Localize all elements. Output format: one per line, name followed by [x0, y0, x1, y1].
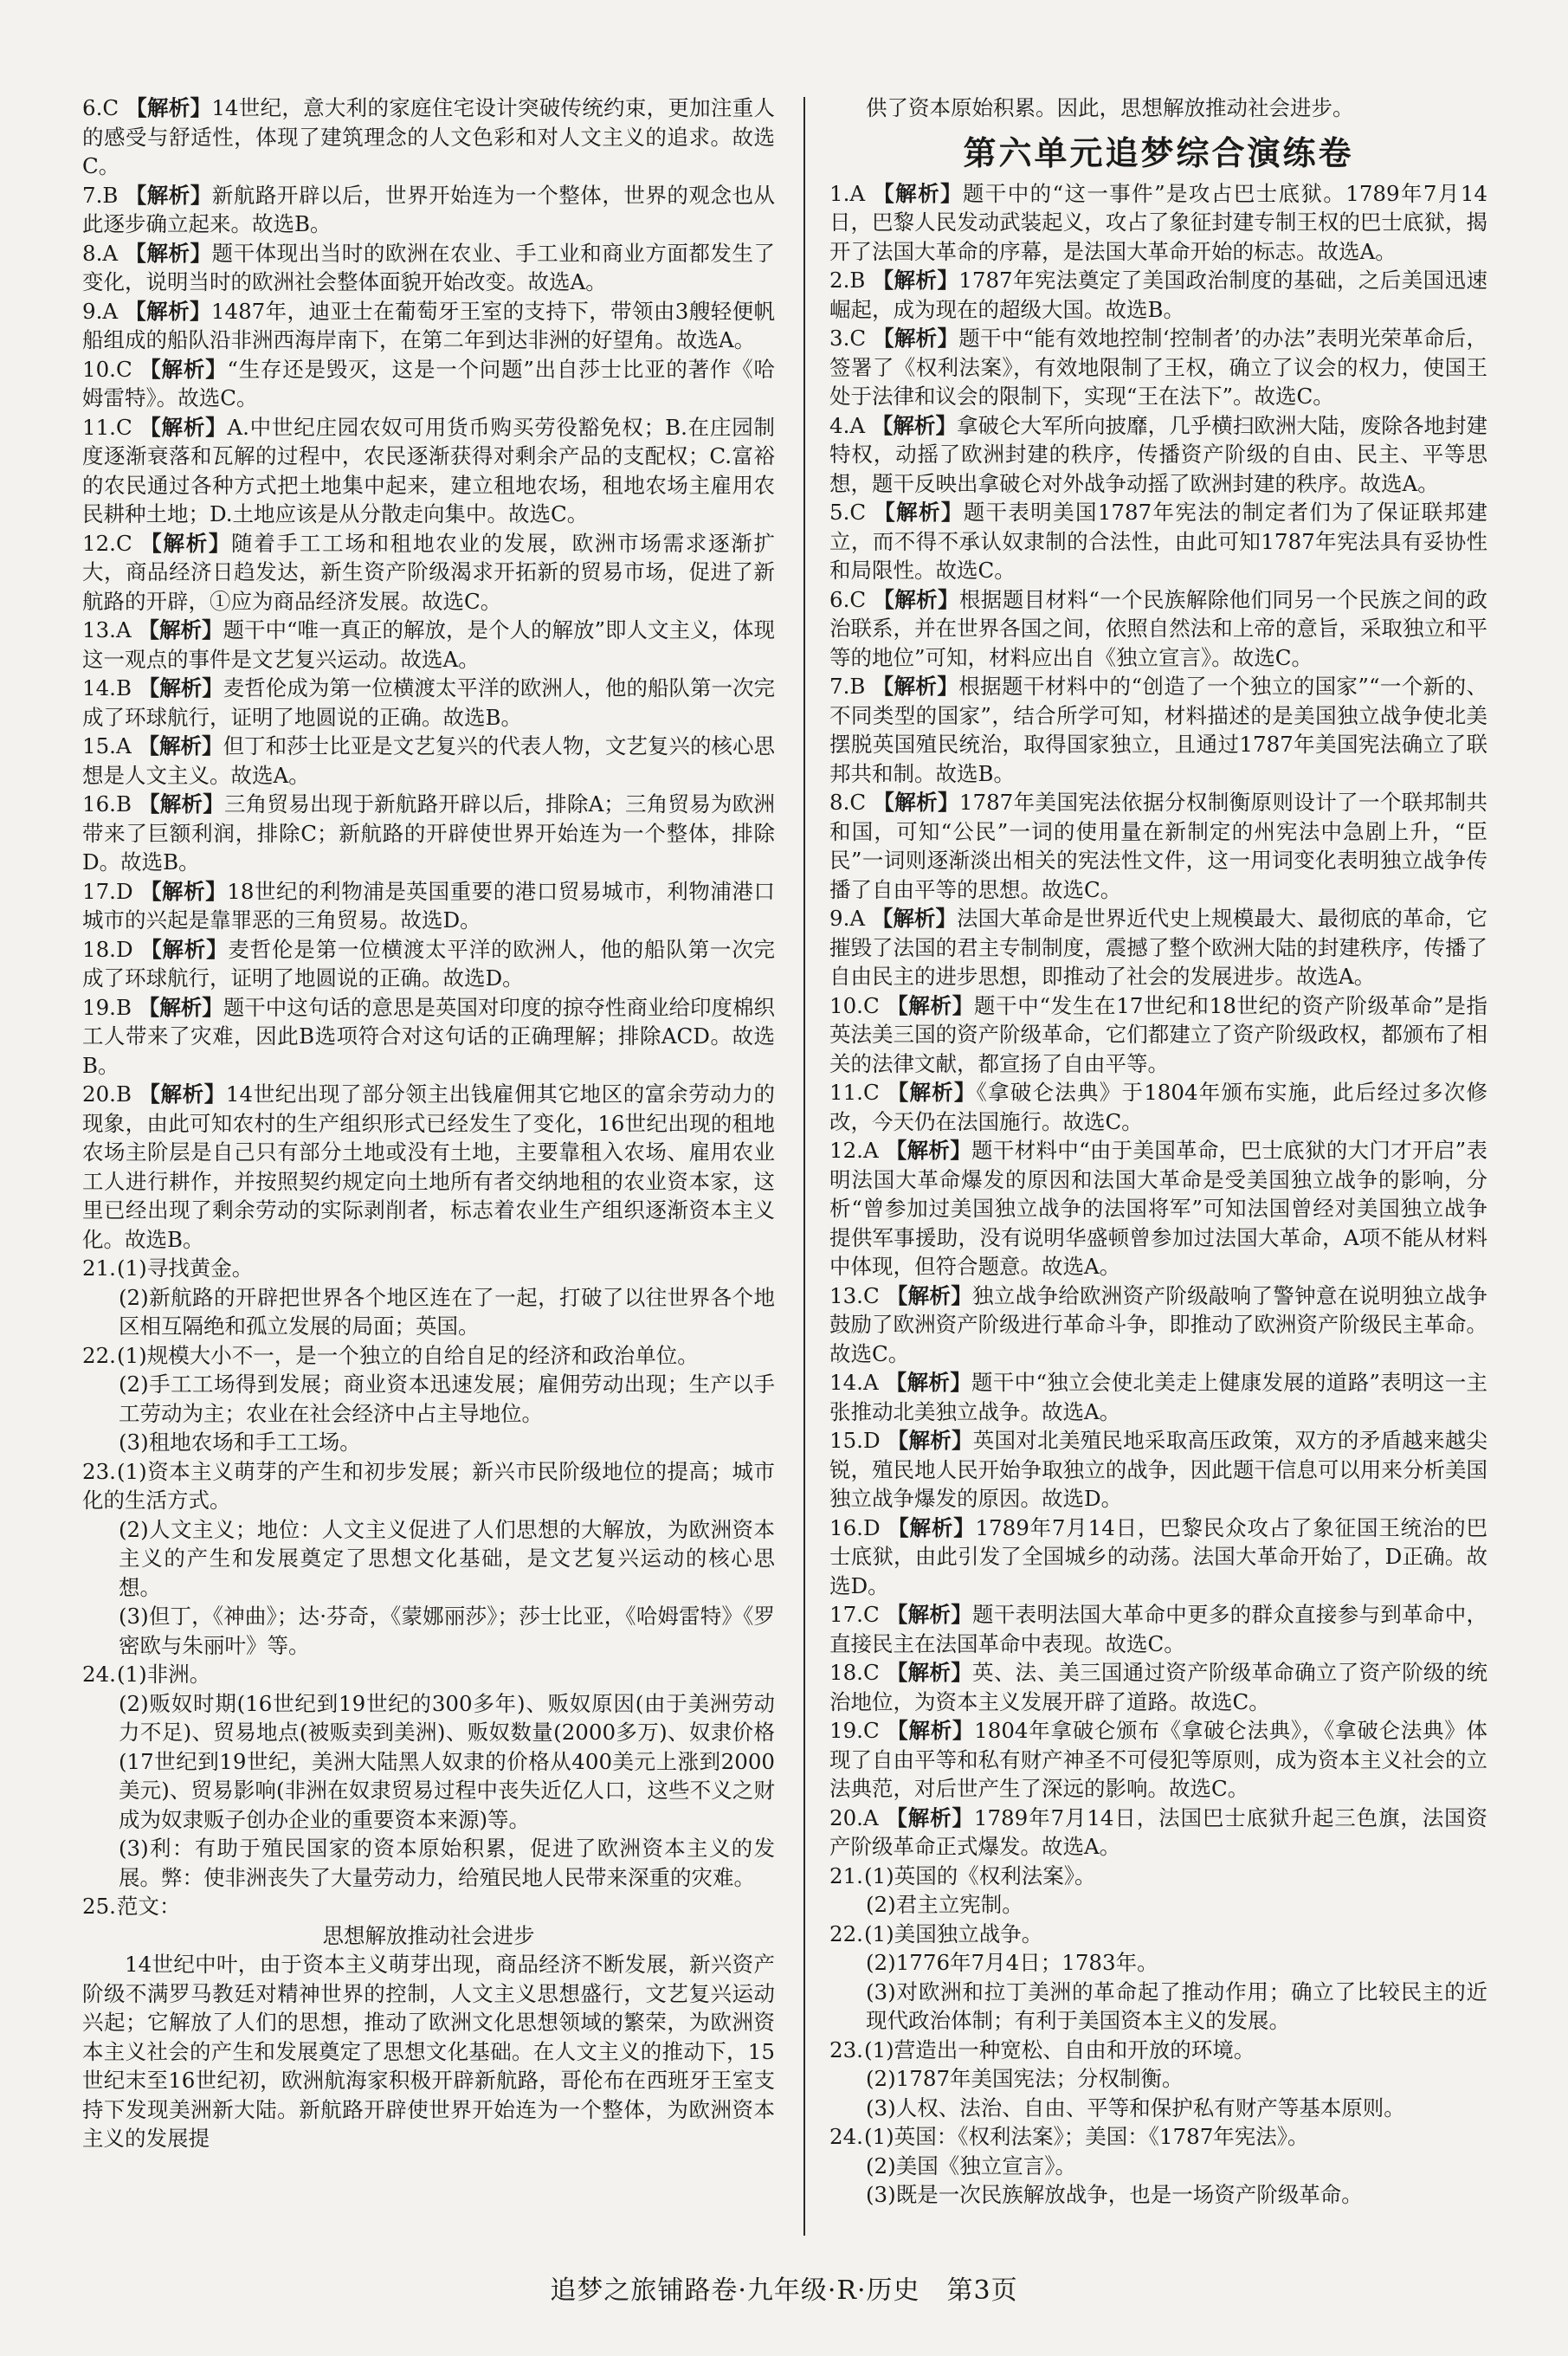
answer-item: 11.C 【解析】A.中世纪庄园农奴可用货币购买劳役豁免权；B.在庄园制度逐渐衰落和瓦解的过程中，农民逐渐获得对剩余产品的支配权；C.富裕的农民通过各种方式把土地集中起来，建立租地农场，租地农场主雇用农民耕种土地；D.土地应该是从分散走向集中。故选C。: [82, 414, 776, 526]
answer-r24: 24.(1)英国：《权利法案》；美国：《1787年宪法》。: [829, 2124, 1309, 2149]
essay-body: 14世纪中叶，由于资本主义萌芽出现，商品经济不断发展，新兴资产阶级不满罗马教廷对精神世界的控制，人文主义思想盛行，文艺复兴运动兴起；它解放了人们的思想，推动了欧洲文化思想领域的繁荣，为欧洲资本主义社会的产生和发展奠定了思想文化基础。在人文主义的推动下，15世纪末至16世纪初，欧洲航海家积极开辟新航路，哥伦布在西班牙王室支持下发现美洲新大陆。新航路开辟使世界开始连为一个整体，为欧洲资本主义的发展提: [82, 1952, 775, 2151]
analysis-marker: 【解析】: [886, 1602, 973, 1627]
answer-item: 1.A 【解析】题干中的“这一事件”是攻占巴士底狱。1789年7月14日，巴黎人民发动武装起义，攻占了象征封建专制王权的巴士底狱，揭开了法国大革命的序幕，是法国大革命开始的标志。故选A。: [829, 180, 1487, 264]
analysis-marker: 【解析】: [125, 182, 212, 208]
answer-22-part: (2)手工工场得到发展；商业资本迅速发展；雇佣劳动出现；生产以手工劳动为主；农业在社会经济中占主导地位。: [119, 1372, 775, 1426]
answer-24: 24.(1)非洲。: [82, 1662, 211, 1687]
answer-item: 19.C 【解析】1804年拿破仑颁布《拿破仑法典》，《拿破仑法典》体现了自由平等和私有财产神圣不可侵犯等原则，成为资本主义社会的立法典范，对后世产生了深远的影响。故选C。: [829, 1718, 1488, 1801]
analysis-marker: 【解析】: [873, 586, 959, 612]
answer-25-header: 25.范文：: [82, 1894, 181, 1919]
answer-item: 8.C 【解析】1787年美国宪法依据分权制衡原则设计了一个联邦制共和国，可知“公民”一词的使用量在新制定的州宪法中急剧上升，“臣民”一词则逐渐淡出相关的宪法性文件，这一用词变化表明独立战争传播了自由平等的思想。故选C。: [829, 790, 1487, 902]
answer-r21: 21.(1)英国的《权利法案》。: [829, 1862, 1096, 1888]
analysis-marker: 【解析】: [138, 994, 223, 1020]
analysis-marker: 【解析】: [887, 1428, 973, 1453]
answer-item: 6.C 【解析】14世纪，意大利的家庭住宅设计突破传统约束，更加注重人的感受与舒适性，体现了建筑理念的人文色彩和对人文主义的追求。故选C。: [82, 95, 775, 178]
answer-item: 13.C 【解析】独立战争给欧洲资产阶级敲响了警钟意在说明独立战争鼓励了欧洲资产阶级进行革命斗争，即推动了欧洲资产阶级民主革命。故选C。: [829, 1282, 1488, 1366]
answer-item: 5.C 【解析】题干表明美国1787年宪法的制定者们为了保证联邦建立，而不得不承认奴隶制的合法性，由此可知1787年宪法具有妥协性和局限性。故选C。: [829, 500, 1487, 583]
answer-r22-part: (3)对欧洲和拉丁美洲的革命起了推动作用；确立了比较民主的近现代政治体制；有利于美国资本主义的发展。: [866, 1978, 1487, 2033]
analysis-marker: 【解析】: [126, 95, 212, 120]
answer-item: 16.B 【解析】三角贸易出现于新航路开辟以后，排除A；三角贸易为欧洲带来了巨额利润，排除C；新航路的开辟使世界开始连为一个整体，排除D。故选B。: [82, 791, 775, 875]
answer-r22-part: (2)1776年7月4日；1783年。: [866, 1950, 1158, 1975]
analysis-marker: 【解析】: [871, 412, 957, 438]
analysis-marker: 【解析】: [138, 617, 223, 642]
answer-21-part: (2)新航路的开辟把世界各个地区连在了一起，打破了以往世界各个地区相互隔绝和孤立发展的局面；英国。: [119, 1284, 775, 1339]
analysis-marker: 【解析】: [886, 1282, 973, 1308]
answer-item: 4.A 【解析】拿破仑大军所向披靡，几乎横扫欧洲大陆，废除各地封建特权，动摇了欧洲封建的秩序，传播资产阶级的自由、民主、平等思想，题干反映出拿破仑对外战争动摇了欧洲封建的秩序。故选A。: [829, 412, 1488, 496]
answer-24-part: (3)利：有助于殖民国家的资本原始积累，促进了欧洲资本主义的发展。弊：使非洲丧失了大量劳动力，给殖民地人民带来深重的灾难。: [119, 1836, 775, 1890]
answer-item: 3.C 【解析】题干中“能有效地控制‘控制者’的办法”表明光荣革命后，签署了《权利法案》，有效地限制了王权，确立了议会的权力，使国王处于法律和议会的限制下，实现“王在法下”。故选C。: [829, 326, 1487, 409]
analysis-marker: 【解析】: [140, 936, 229, 962]
answer-23-part: (3)但丁，《神曲》；达·芬奇，《蒙娜丽莎》；莎士比亚，《哈姆雷特》《罗密欧与朱丽叶》等。: [119, 1604, 775, 1658]
analysis-marker: 【解析】: [887, 992, 974, 1018]
analysis-marker: 【解析】: [125, 298, 211, 324]
right-column: [829, 94, 1487, 2210]
answer-r23-part: (2)1787年美国宪法；分权制衡。: [866, 2066, 1184, 2091]
analysis-marker: 【解析】: [139, 356, 228, 382]
left-column: [82, 94, 775, 2153]
answer-item: 7.B 【解析】新航路开辟以后，世界开始连为一个整体，世界的观念也从此逐步确立起来。故选B。: [82, 182, 776, 236]
analysis-marker: 【解析】: [873, 326, 959, 351]
answer-item: 9.A 【解析】1487年，迪亚士在葡萄牙王室的支持下，带领由3艘轻便帆船组成的船队沿非洲西海岸南下，在第二年到达非洲的好望角。故选A。: [82, 298, 776, 352]
answer-22: 22.(1)规模大小不一，是一个独立的自给自足的经济和政治单位。: [82, 1342, 699, 1368]
answer-item: 11.C 【解析】《拿破仑法典》于1804年颁布实施，此后经过多次修改，今天仍在法国施行。故选C。: [829, 1080, 1487, 1134]
right-mc-answers: [829, 179, 1487, 1862]
analysis-marker: 【解析】: [873, 180, 963, 206]
analysis-marker: 【解析】: [138, 733, 223, 758]
answer-item: 8.A 【解析】题干体现出当时的欧洲在农业、手工业和商业方面都发生了变化，说明当时的欧洲社会整体面貌开始改变。故选A。: [82, 240, 776, 294]
analysis-marker: 【解析】: [886, 1804, 974, 1830]
answer-item: 16.D 【解析】1789年7月14日，巴黎民众攻占了象征国王统治的巴士底狱，由此引发了全国城乡的动荡。法国大革命开始了，D正确。故选D。: [829, 1514, 1487, 1598]
answer-item: 10.C 【解析】“生存还是毁灭，这是一个问题”出自莎士比亚的著作《哈姆雷特》。故选C。: [82, 356, 775, 410]
answer-item: 12.C 【解析】随着手工工场和租地农业的发展，欧洲市场需求逐渐扩大，商品经济日趋发达，新生资产阶级渴求开拓新的贸易市场，促进了新航路的开辟，①应为商品经济发展。故选C。: [82, 530, 776, 614]
answer-item: 20.B 【解析】14世纪出现了部分领主出钱雇佣其它地区的富余劳动力的现象，由此可知农村的生产组织形式已经发生了变化，16世纪出现的租地农场主阶层是自己只有部分土地或没有土地，主要靠租入农场、雇用农业工人进行耕作，并按照契约规定向土地所有者交纳地租的农业资本家，这里已经出现了剩余劳动的实际剥削者，标志着农业生产组织逐渐资本主义化。故选B。: [82, 1081, 775, 1252]
answer-item: 12.A 【解析】题干材料中“由于美国革命，巴士底狱的大门才开启”表明法国大革命爆发的原因和法国大革命是受美国独立战争的影响，分析“曾参加过美国独立战争的法国将军”可知法国曾经对美国独立战争提供军事援助，没有说明华盛顿曾参加过法国大革命，A项不能从材料中体现，但符合题意。故选A。: [829, 1138, 1487, 1279]
analysis-marker: 【解析】: [872, 674, 959, 699]
answer-r24-part: (2)美国《独立宣言》。: [866, 2153, 1076, 2178]
answer-item: 18.D 【解析】麦哲伦是第一位横渡太平洋的欧洲人，他的船队第一次完成了环球航行，证明了地圆说的正确。故选D。: [82, 936, 776, 991]
analysis-marker: 【解析】: [140, 530, 232, 556]
analysis-marker: 【解析】: [887, 1514, 976, 1540]
answer-22-part: (3)租地农场和手工工场。: [119, 1430, 361, 1455]
analysis-marker: 【解析】: [139, 1081, 226, 1107]
analysis-marker: 【解析】: [886, 1660, 973, 1685]
analysis-marker: 【解析】: [139, 878, 228, 904]
answer-r23-part: (3)人权、法治、自由、平等和保护私有财产等基本原则。: [866, 2095, 1405, 2120]
analysis-marker: 【解析】: [887, 1080, 977, 1105]
answer-r22: 22.(1)美国独立战争。: [829, 1920, 1043, 1946]
answer-21: 21.(1)寻找黄金。: [82, 1255, 254, 1281]
answer-item: 14.A 【解析】题干中“独立会使北美走上健康发展的道路”表明这一主张推动北美独立战争。故选A。: [829, 1370, 1487, 1424]
answer-r23: 23.(1)营造出一种宽松、自由和开放的环境。: [829, 2036, 1255, 2062]
analysis-marker: 【解析】: [871, 906, 957, 931]
answer-item: 20.A 【解析】1789年7月14日，法国巴士底狱升起三色旗，法国资产阶级革命正式爆发。故选A。: [829, 1804, 1487, 1859]
answer-item: 14.B 【解析】麦哲伦成为第一位横渡太平洋的欧洲人，他的船队第一次完成了环球航行，证明了地圆说的正确。故选B。: [82, 675, 775, 730]
analysis-marker: 【解析】: [138, 675, 223, 700]
answer-item: 17.C 【解析】题干表明法国大革命中更多的群众直接参与到革命中，直接民主在法国革命中表现。故选C。: [829, 1602, 1488, 1656]
essay-title: 思想解放推动社会进步: [322, 1922, 535, 1948]
analysis-marker: 【解析】: [125, 240, 212, 266]
answer-item: 18.C 【解析】英、法、美三国通过资产阶级革命确立了资产阶级的统治地位，为资本主义发展开辟了道路。故选C。: [829, 1660, 1488, 1714]
answer-item: 7.B 【解析】根据题干材料中的“创造了一个独立的国家”“一个新的、不同类型的国家”，结合所学可知，材料描述的是美国独立战争使北美摆脱英国殖民统治，取得国家独立，且通过1787年美国宪法确立了联邦共和制。故选B。: [829, 674, 1488, 786]
answer-24-part: (2)贩奴时期(16世纪到19世纪的300多年)、贩奴原因(由于美洲劳动力不足)、贸易地点(被贩卖到美洲)、贩奴数量(2000多万)、奴隶价格(17世纪到19世纪，美洲大陆黑人奴隶的价格从400美元上涨到2000美元)、贸易影响(非洲在奴隶贸易过程中丧失近亿人口，这些不义之财成为奴隶贩子创办企业的重要资本来源)等。: [119, 1690, 775, 1832]
answer-23-part: (2)人文主义；地位：人文主义促进了人们思想的大解放，为欧洲资本主义的产生和发展奠定了思想文化基础，是文艺复兴运动的核心思想。: [119, 1516, 775, 1600]
analysis-marker: 【解析】: [139, 791, 224, 817]
answer-item: 6.C 【解析】根据题目材料“一个民族解除他们同另一个民族之间的政治联系，并在世界各国之间，依照自然法和上帝的意旨，采取独立和平等的地位”可知，材料应出自《独立宣言》。故选C。: [829, 586, 1487, 670]
answer-item: 15.D 【解析】英国对北美殖民地采取高压政策，双方的矛盾越来越尖锐，殖民地人民开始争取独立的战争，因此题干信息可以用来分析美国独立战争爆发的原因。故选D。: [829, 1428, 1488, 1511]
answer-item: 15.A 【解析】但丁和莎士比亚是文艺复兴的代表人物，文艺复兴的核心思想是人文主义。故选A。: [82, 733, 775, 788]
answer-item: 9.A 【解析】法国大革命是世界近代史上规模最大、最彻底的革命，它摧毁了法国的君主专制制度，震撼了整个欧洲大陆的封建秩序，传播了自由民主的进步思想，即推动了社会的发展进步。故选A。: [829, 906, 1488, 989]
left-mc-answers: [82, 94, 775, 1254]
answer-item: 13.A 【解析】题干中“唯一真正的解放，是个人的解放”即人文主义，体现这一观点的事件是文艺复兴运动。故选A。: [82, 617, 776, 672]
answer-item: 17.D 【解析】18世纪的利物浦是英国重要的港口贸易城市，利物浦港口城市的兴起是靠罪恶的三角贸易。故选D。: [82, 878, 775, 933]
analysis-marker: 【解析】: [874, 500, 964, 525]
analysis-marker: 【解析】: [885, 1138, 972, 1163]
answer-item: 2.B 【解析】1787年宪法奠定了美国政治制度的基础，之后美国迅速崛起，成为现在的超级大国。故选B。: [829, 268, 1487, 322]
analysis-marker: 【解析】: [872, 268, 959, 293]
unit-title: 第六单元追梦综合演练卷: [963, 133, 1354, 172]
analysis-marker: 【解析】: [873, 790, 959, 815]
answer-r21-part: (2)君主立宪制。: [866, 1892, 1023, 1917]
analysis-marker: 【解析】: [139, 414, 228, 440]
answer-item: 10.C 【解析】题干中“发生在17世纪和18世纪的资产阶级革命”是指英法美三国的资产阶级革命，它们都建立了资产阶级政权，都颁布了相关的法律文献，都宣扬了自由平等。: [829, 992, 1488, 1076]
page-footer: 追梦之旅铺路卷·九年级·R·历史 第3页: [550, 2275, 1018, 2306]
answer-23: 23.(1)资本主义萌芽的产生和初步发展；新兴市民阶级地位的提高；城市化的生活方式。: [82, 1458, 775, 1513]
answer-item: 19.B 【解析】题干中这句话的意思是英国对印度的掠夺性商业给印度棉织工人带来了灾难，因此B选项符合对这句话的正确理解；排除ACD。故选B。: [82, 994, 775, 1078]
answer-r24-part: (3)既是一次民族解放战争，也是一场资产阶级革命。: [866, 2182, 1363, 2207]
analysis-marker: 【解析】: [887, 1718, 975, 1743]
essay-continuation: 供了资本原始积累。因此，思想解放推动社会进步。: [866, 95, 1354, 120]
column-divider: [803, 97, 805, 2236]
analysis-marker: 【解析】: [885, 1370, 972, 1395]
